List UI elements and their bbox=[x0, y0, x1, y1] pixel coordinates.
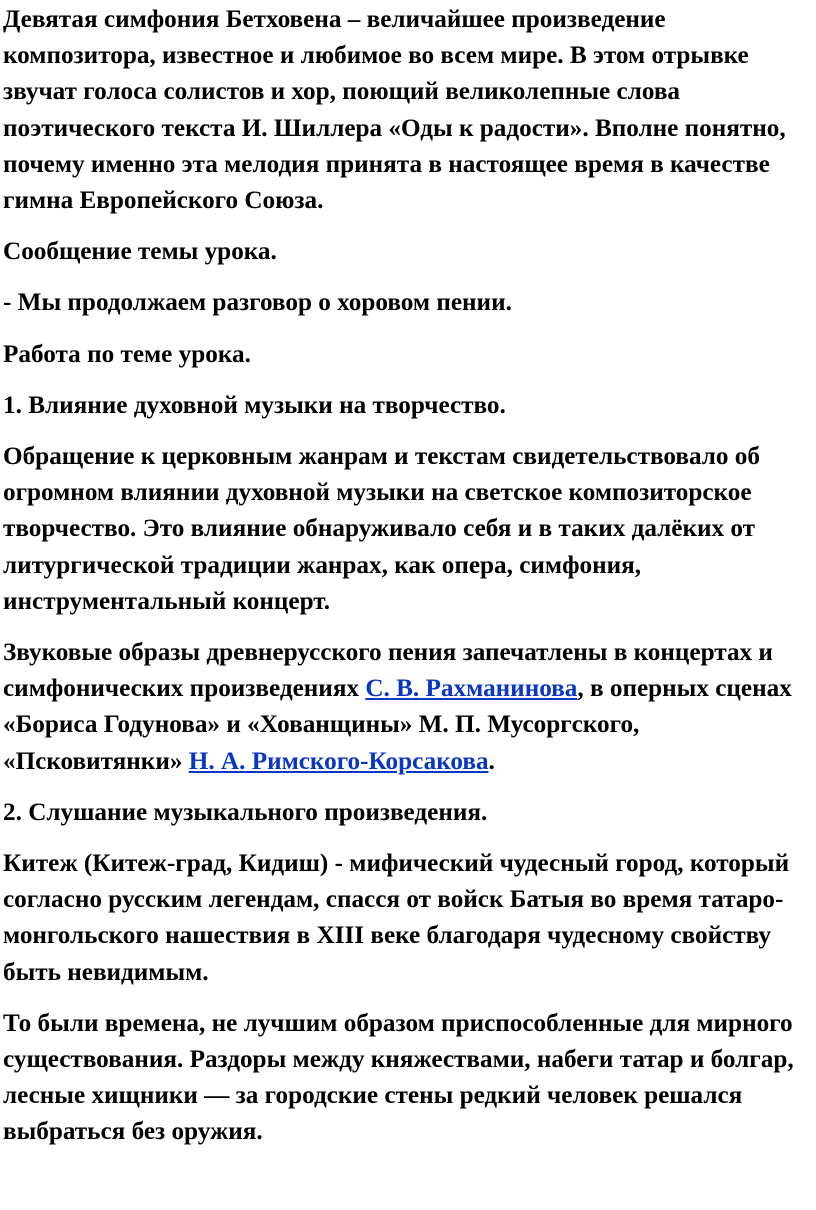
paragraph-those-times: То были времена, не лучшим образом приспособленные для мирного существования. Раздоры между княжествами, набеги татар и болгар, лесные хищники — за городские стены редкий человек решался выбраться без оружия. bbox=[3, 1009, 794, 1146]
heading-lesson-work: Работа по теме урока. bbox=[3, 340, 251, 368]
paragraph-kitezh: Китеж (Китеж-град, Кидиш) - мифический чудесный город, который согласно русским легендам, спасся от войск Батыя во время татаро-монгольского нашествия в XIII веке благодаря чудесному свойству быть невидимым. bbox=[3, 850, 790, 986]
paragraph-beethoven: Девятая симфония Бетховена – величайшее произведение композитора, известное и любимое во всем мире. В этом отрывке звучат голоса солистов и хор, поющий великолепные слова поэтического текста И. Шиллера «Оды к радости». Вполне понятно, почему именно эта мелодия принята в настоящее время в качестве гимна Европейского Союза. bbox=[3, 6, 786, 215]
heading-listening: 2. Слушание музыкального произведения. bbox=[3, 798, 488, 826]
paragraph-text: , в оперных сценах «Бориса Годунова» и «Хованщины» М. П. Мусоргского, «Псковитянки» bbox=[3, 675, 792, 775]
paragraph-old-russian-chant bbox=[3, 635, 816, 780]
paragraph-text: . bbox=[488, 747, 495, 775]
heading-lesson-topic: Сообщение темы урока. bbox=[3, 238, 277, 266]
paragraph-text: Звуковые образы древнерусского пения запечатлены в концертах и симфонических произведениях bbox=[3, 639, 773, 703]
paragraph-church-genres: Обращение к церковным жанрам и текстам свидетельствовало об огромном влиянии духовной музыки на светское композиторское творчество. Это влияние обнаруживало себя и в таких далёких от литургической традиции жанрах, как опера, симфония, инструментальный концерт. bbox=[3, 443, 760, 615]
link-rachmaninov[interactable]: С. В. Рахманинова bbox=[365, 675, 578, 703]
link-rimsky-korsakov[interactable]: Н. А. Римского-Корсакова bbox=[188, 747, 489, 775]
paragraph-choral-singing: - Мы продолжаем разговор о хоровом пении. bbox=[3, 289, 512, 317]
heading-sacred-music-influence: 1. Влияние духовной музыки на творчество. bbox=[3, 391, 506, 419]
